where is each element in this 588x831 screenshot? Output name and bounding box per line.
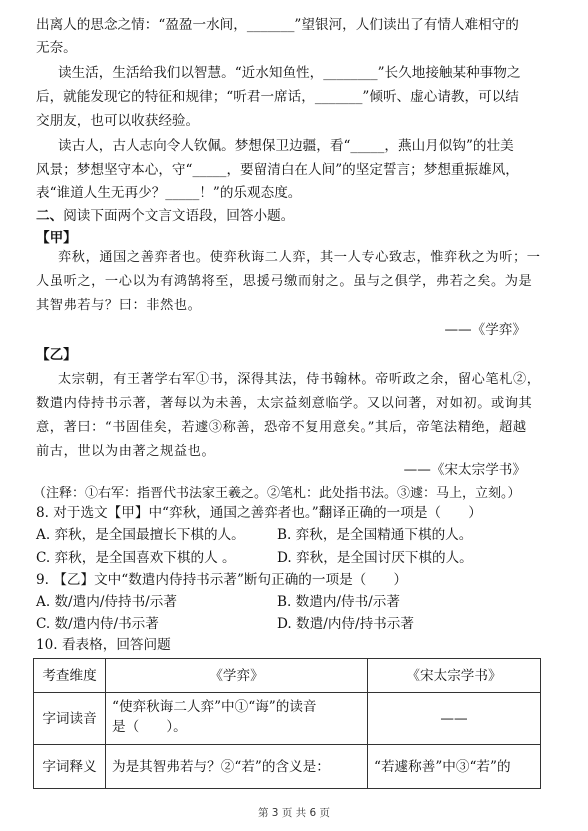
- row1-xueyi-line1: “使弈秋诲二人弈”中①“诲”的读音: [112, 699, 317, 715]
- passage-b-line1: 太宗朝，有王著学右军①书，深得其法，侍书翰林。帝听政之余，留心笔札②，: [58, 372, 541, 387]
- row1-dimension: 字词读音: [34, 693, 106, 745]
- passage-a-label: 【甲】: [36, 230, 77, 246]
- q8-option-c[interactable]: C. 弈秋，是全国喜欢下棋的人 。: [36, 550, 236, 566]
- passage-a-line3: 其智弗若与？曰：非然也。: [36, 298, 202, 313]
- table-row: [34, 745, 541, 789]
- passage-b-line4: 前古，世以为由著之规益也。: [36, 444, 216, 459]
- q8-option-a[interactable]: A. 弈秋，是全国最擅长下棋的人。: [36, 527, 245, 543]
- row1-songtaizong-cell: ——: [368, 693, 541, 745]
- para3-line2: 风景；梦想坚守本心，守“_____，要留清白在人间”的坚定誓言；梦想重振雄风，: [36, 162, 519, 178]
- para2-line1: 读生活，生活给我们以智慧。“近水知鱼性，________”长久地接触某种事物之: [58, 65, 521, 81]
- q8-option-d[interactable]: D. 弈秋，是全国讨厌下棋的人。: [277, 550, 473, 566]
- q8-option-b[interactable]: B. 弈秋，是全国精通下棋的人。: [277, 527, 473, 543]
- q8-stem: 8. 对于选文【甲】中“弈秋，通国之善弈者也。”翻译正确的一项是（ ）: [36, 505, 482, 521]
- header-xueyi: 《学弈》: [106, 659, 368, 693]
- q9-option-d[interactable]: D. 数遣/内侍/持书示著: [277, 616, 414, 632]
- passage-a-line1: 弈秋，通国之善弈者也。使弈秋诲二人弈，其一人专心致志，惟弈秋之为听；一: [58, 250, 541, 265]
- para2-line2: 后，就能发现它的特征和规律；“听君一席话，_______”倾听、虚心请教，可以结: [36, 89, 519, 105]
- row2-dimension: 字词释义: [34, 745, 106, 789]
- section-number: 二、: [36, 208, 64, 224]
- table-row: [34, 693, 541, 745]
- passage-a-source: ——《学弈》: [444, 322, 526, 338]
- q9-option-b[interactable]: B. 数遣内/侍书/示著: [277, 594, 400, 610]
- q9-option-c[interactable]: C. 数/遣内侍/书示著: [36, 616, 159, 632]
- q10-table: [33, 658, 541, 789]
- header-dimension: 考查维度: [34, 659, 106, 693]
- row2-songtaizong-cell: “若遽称善”中③“若”的: [368, 745, 541, 789]
- passage-b-source: ——《宋太宗学书》: [403, 462, 526, 478]
- section-text: 阅读下面两个文言文语段，回答小题。: [63, 208, 295, 224]
- page-footer: 第 3 页 共 6 页: [257, 807, 331, 819]
- table-header-row: [34, 659, 541, 693]
- header-songtaizong: 《宋太宗学书》: [368, 659, 541, 693]
- passage-b-line3: 意，著曰：“书固佳矣，若遽③称善，恐帝不复用意矣。”其后，帝笔法精绝，超越: [36, 420, 527, 435]
- annotation-notes: （注释：①右军：指晋代书法家王羲之。②笔札：此处指书法。③遽：马上，立刻。）: [33, 486, 521, 501]
- para3-line1: 读古人，古人志向令人钦佩。梦想保卫边疆，看“_____，燕山月似钩”的壮美: [58, 138, 514, 154]
- row1-xueyi-line2: 是（ ）。: [112, 719, 187, 735]
- passage-b-label: 【乙】: [36, 347, 77, 363]
- para3-line3: 表“谁道人生无再少？_____！”的乐观态度。: [36, 185, 302, 201]
- q9-stem: 9. 【乙】文中“数遣内侍持书示著”断句正确的一项是（ ）: [36, 572, 408, 588]
- passage-b-line2: 数遣内侍持书示著，著每以为未善，太宗益刻意临学。又以问著，对如初。或询其: [36, 396, 533, 411]
- q9-option-a[interactable]: A. 数/遣内/侍持书/示著: [36, 594, 177, 610]
- para1-line1: 出离人的思念之情：“盈盈一水间，_______”望银河，人们读出了有情人难相守的: [36, 17, 519, 33]
- row1-xueyi-cell: [106, 693, 368, 745]
- para1-line2: 无奈。: [36, 40, 77, 56]
- section-heading: [36, 206, 294, 226]
- q10-stem: 10. 看表格，回答问题: [36, 637, 171, 653]
- passage-a-line2: 人虽听之，一心以为有鸿鹄将至，思援弓缴而射之。虽与之俱学，弗若之矣。为是: [36, 274, 533, 289]
- row2-xueyi-cell: 为是其智弗若与？②“若”的含义是：: [106, 745, 368, 789]
- para2-line3: 交朋友，也可以收获经验。: [36, 113, 200, 129]
